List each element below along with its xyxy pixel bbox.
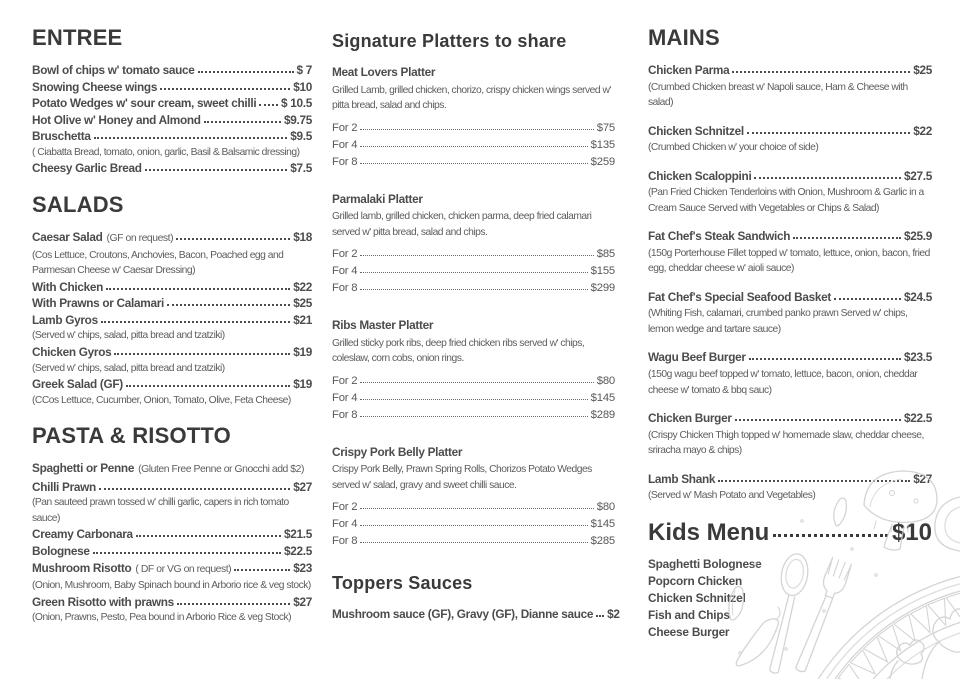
column-left [32,26,312,642]
menu-item-block [648,410,932,459]
menu-item-price: $ 7 [296,63,312,77]
menu-item-name: Caesar Salad [32,230,103,245]
menu-item-name: Wagu Beef Burger [648,350,746,365]
menu-item [32,79,312,96]
menu-item-note: (Gluten Free Penne or Gnocchi add $2) [138,464,304,476]
platter-name: Crispy Pork Belly Platter [332,444,463,459]
platter-group [332,444,615,551]
menu-item-price: $27 [293,479,312,494]
column-right [648,26,932,641]
menu-item-name: Bolognese [32,543,90,558]
dots-leader [99,485,290,490]
size-label: For 2 [332,121,358,134]
menu-item-name: Cheesy Garlic Bread [32,161,142,176]
platter-size-row [332,120,615,137]
dots-leader [360,505,593,509]
kids-menu-title-row [648,518,932,548]
platter-name: Parmalaki Platter [332,191,423,206]
dots-leader [360,126,593,130]
dots-leader [234,566,290,571]
dots-leader [735,416,901,421]
menu-item-price: $22 [293,279,312,294]
platter-size-row [332,263,615,280]
menu-item [32,229,312,248]
dots-leader [360,539,587,543]
menu-item-desc: (Onion, Prawns, Pesto, Pea bound in Arborio Rice & veg Stock) [32,612,292,624]
menu-item-block [648,349,932,398]
size-price: $285 [590,535,615,548]
kids-menu-item: Spaghetti Bolognese [648,556,762,571]
dots-leader [754,174,901,179]
menu-item-name: Chicken Burger [648,411,732,426]
menu-item [32,279,312,296]
platter-name: Meat Lovers Platter [332,65,436,79]
menu-item-price: $10 [293,79,312,94]
dots-leader [360,143,587,147]
platter-size-row [332,246,615,263]
size-price: $85 [596,248,615,261]
menu-item-name: Green Risotto with prawns [32,594,174,609]
menu-item-desc: (Pan sauteed prawn tossed w' chilli garlic, capers in rich tomato sauce) [32,497,289,524]
kids-menu-item: Chicken Schnitzel [648,590,746,605]
menu-item-desc: ( Ciabatta Bread, tomato, onion, garlic, Basil & Balsamic dressing) [32,146,300,158]
menu-item [32,560,312,579]
fig-icon [935,497,960,551]
menu-item [32,594,312,611]
menu-item-price: $21 [293,312,312,327]
menu-item-desc: (Pan Fried Chicken Tenderloins with Onion, Mushroom & Garlic in a Cream Sauce Served with Vegetables or Chips & Salad) [648,187,924,214]
size-price: $289 [590,408,615,421]
size-label: For 4 [332,518,358,531]
column-middle [332,30,620,623]
menu-item-desc: (Cos Lettuce, Croutons, Anchovies, Bacon, Poached egg and Parmesan Cheese w' Caesar Dressing) [32,249,284,277]
dots-leader [176,235,290,240]
platter-name-row [332,444,615,461]
menu-item-price: $27.5 [903,168,932,183]
menu-item-price: $7.5 [290,161,312,176]
menu-item [332,606,620,623]
kids-menu-price: $10 [891,518,932,546]
size-price: $80 [596,501,615,514]
menu-item-name: Chicken Gyros [32,344,112,359]
menu-item-price: $27 [293,594,312,609]
menu-item-price: $24.5 [903,289,932,304]
menu-item-desc: (CCos Lettuce, Cucumber, Onion, Tomato, Olive, Feta Cheese) [32,394,291,406]
size-label: For 4 [332,138,358,151]
platter-group [332,64,615,171]
dots-leader [360,286,587,290]
platter-name-row [332,317,615,334]
dots-leader [198,68,294,73]
menu-item-name: Fat Chef's Special Seafood Basket [648,289,832,304]
size-label: For 4 [332,265,358,278]
dots-leader [793,234,901,239]
platter-name-row [332,191,615,208]
menu-item-desc: (Served w' chips, salad, pitta bread and tzatziki) [32,330,225,342]
size-price: $299 [590,282,615,295]
dots-leader [360,396,587,400]
menu-item-price: $22.5 [903,411,932,426]
menu-item-name: Chilli Prawn [32,479,96,494]
menu-item [648,471,932,488]
menu-item-price: $19 [293,344,312,359]
menu-item [32,160,312,177]
size-label: For 8 [332,155,358,168]
menu-item [648,289,932,306]
size-label: For 4 [332,391,358,404]
dots-leader [360,252,593,256]
platter-size-row [332,499,615,516]
dots-leader [360,522,587,526]
menu-item-name: Creamy Carbonara [32,527,133,542]
menu-item-price: $22.5 [283,543,312,558]
size-price: $155 [590,265,615,278]
menu-item-price: $25.9 [903,229,932,244]
dots-leader [160,85,290,90]
platter-size-row [332,373,615,390]
kids-menu-title: Kids Menu [648,518,770,546]
section-title-platters: Signature Platters to share [332,31,567,51]
dots-leader [126,382,290,387]
menu-item-price: $25 [913,63,932,77]
menu-item-name: Mushroom sauce (GF), Gravy (GF), Dianne sauce [332,607,594,622]
dots-leader [747,129,910,134]
menu-item-name: Chicken Schnitzel [648,123,744,138]
dots-leader [145,166,288,171]
menu-item-price: $ 10.5 [281,96,312,111]
menu-item-note: ( DF or VG on request) [135,563,232,575]
menu-item-name: Snowing Cheese wings [32,79,158,94]
menu-item-block [648,471,932,504]
menu-item [32,344,312,361]
platter-name-row [332,64,615,81]
menu-item-name: Chicken Parma [648,63,730,77]
menu-item-name: Fat Chef's Steak Sandwich [648,229,791,244]
platter-size-row [332,280,615,297]
size-label: For 8 [332,535,358,548]
menu-item-desc: (Crumbed Chicken breast w' Napoli sauce, Ham & Cheese with salad) [648,81,908,109]
menu-item-price: $9.75 [283,112,312,127]
platter-desc: Grilled Lamb, grilled chicken, chorizo, crispy chicken wings served w' pitta bread, salad and chips. [332,84,611,112]
menu-item-desc: (Served w' chips, salad, pitta bread and tzatziki) [32,362,225,374]
platter-size-row [332,407,615,424]
menu-item-price: $19 [293,377,312,392]
size-label: For 2 [332,374,358,387]
dots-leader [834,295,901,300]
platter-size-row [332,137,615,154]
section-title-salads: SALADS [32,192,124,218]
size-label: For 2 [332,501,358,514]
menu-item [648,62,932,79]
dots-leader [773,529,888,537]
platter-group [332,317,615,424]
kids-menu-item: Popcorn Chicken [648,573,743,588]
platter-desc: Crispy Pork Belly, Prawn Spring Rolls, Chorizos Potato Wedges served w' salad, gravy and sweet chilli sauce. [332,464,592,491]
menu-item [648,349,932,366]
menu-item [648,410,932,427]
kids-menu-item: Fish and Chips [648,607,730,622]
size-label: For 8 [332,408,358,421]
menu-item-block [648,289,932,338]
menu-item [32,376,312,393]
size-label: For 2 [332,248,358,261]
menu-item-price: $2 [607,607,620,622]
section-entree [32,26,312,177]
menu-item-block [648,62,932,111]
dots-leader [204,118,281,123]
dots-leader [94,134,288,139]
menu-item-name: Chicken Scaloppini [648,168,752,183]
dots-leader [167,301,290,306]
size-price: $259 [590,155,615,168]
menu-item-name: Mushroom Risotto [32,560,132,575]
menu-item [32,526,312,543]
section-pasta-risotto [32,424,312,626]
menu-item [32,95,312,112]
menu-item-desc: (Crispy Chicken Thigh topped w' homemade slaw, cheddar cheese, sriracha mayo & chips) [648,429,924,457]
menu-item [648,228,932,245]
menu-item-note: (GF on request) [106,233,174,245]
platter-group [332,191,615,298]
dots-leader [718,477,910,482]
menu-item-price: $22 [913,123,932,138]
menu-item-name: Potato Wedges w' sour cream, sweet chilli [32,96,257,111]
menu-item [32,62,312,79]
menu-item [648,168,932,185]
dots-leader [93,549,281,554]
section-title-pasta-risotto: PASTA & RISOTTO [32,423,231,449]
dots-leader [749,355,901,360]
dots-leader [360,160,587,164]
size-price: $145 [590,518,615,531]
dots-leader [114,350,290,355]
menu-item-price: $21.5 [283,527,312,542]
size-price: $135 [590,138,615,151]
platter-name: Ribs Master Platter [332,318,434,333]
menu-item-desc: (150g Porterhouse Fillet topped w' tomato, lettuce, onion, bacon, fried egg, cheddar cheese w' aioli sauce) [648,247,930,275]
size-price: $145 [590,391,615,404]
size-label: For 8 [332,282,358,295]
size-price: $80 [596,374,615,387]
dots-leader [101,318,290,323]
menu-item-price: $23 [293,560,312,575]
kids-menu-item: Cheese Burger [648,624,730,639]
platter-size-row [332,533,615,550]
menu-item-price: $25 [293,296,312,311]
menu-item-desc: (Served w' Mash Potato and Vegetables) [648,490,816,502]
section-title-mains: MAINS [648,25,720,50]
menu-item-name: Bruschetta [32,129,91,144]
platter-size-row [332,390,615,407]
menu-item-block [648,228,932,277]
menu-item-price: $27 [913,471,932,486]
menu-item-desc: (Onion, Mushroom, Baby Spinach bound in Arborio rice & veg stock) [32,580,311,592]
section-kids-menu [648,518,932,641]
menu-item-name: Bowl of chips w' tomato sauce [32,63,195,77]
dots-leader [360,379,593,383]
menu-item-desc: (150g wagu beef topped w' tomato, lettuce, bacon, onion, cheddar cheese w' tomato & bbq sauc) [648,369,918,396]
section-salads [32,193,312,408]
dots-leader [360,413,587,417]
menu-item [32,128,312,145]
menu-item-name: Lamb Shank [648,471,716,486]
dots-leader [259,101,278,106]
platter-desc: Grilled lamb, grilled chicken, chicken parma, deep fried calamari served w' pitta bread, salad and chips. [332,211,592,238]
menu-item [32,312,312,329]
menu-item-name: Spaghetti or Penne [32,461,135,476]
section-toppers [332,572,620,623]
menu-item-name: With Prawns or Calamari [32,296,164,311]
menu-item-block [648,123,932,156]
menu-item-desc: (Crumbed Chicken w' your choice of side) [648,142,819,154]
menu-item [32,479,312,496]
menu-item-name: Hot Olive w' Honey and Almond [32,112,201,127]
dots-leader [136,532,281,537]
platter-size-row [332,154,615,171]
menu-item-name: With Chicken [32,279,104,294]
menu-item-block [648,168,932,217]
menu-item-desc: (Whiting Fish, calamari, crumbed panko prawn Served w' chips, lemon wedge and tartare sauce) [648,308,908,335]
dots-leader [177,600,290,605]
menu-item-price: $18 [293,230,312,245]
menu-item-price: $9.5 [290,129,312,144]
menu-item [648,123,932,140]
section-title-toppers: Toppers Sauces [332,573,473,594]
dots-leader [360,269,587,273]
size-price: $75 [596,121,615,134]
platter-size-row [332,516,615,533]
dots-leader [732,68,910,73]
platter-desc: Grilled sticky pork ribs, deep fried chicken ribs served w' chips, coleslaw, corn cobs, onion rings. [332,337,585,365]
menu-item [32,112,312,129]
menu-item-name: Lamb Gyros [32,312,98,327]
dots-leader [106,285,290,290]
menu-item [32,543,312,560]
section-title-entree: ENTREE [32,25,123,50]
menu-item-name: Greek Salad (GF) [32,377,123,392]
menu-item [32,460,312,479]
menu-item-price: $23.5 [903,350,932,365]
menu-item [32,295,312,312]
dots-leader [596,612,604,617]
